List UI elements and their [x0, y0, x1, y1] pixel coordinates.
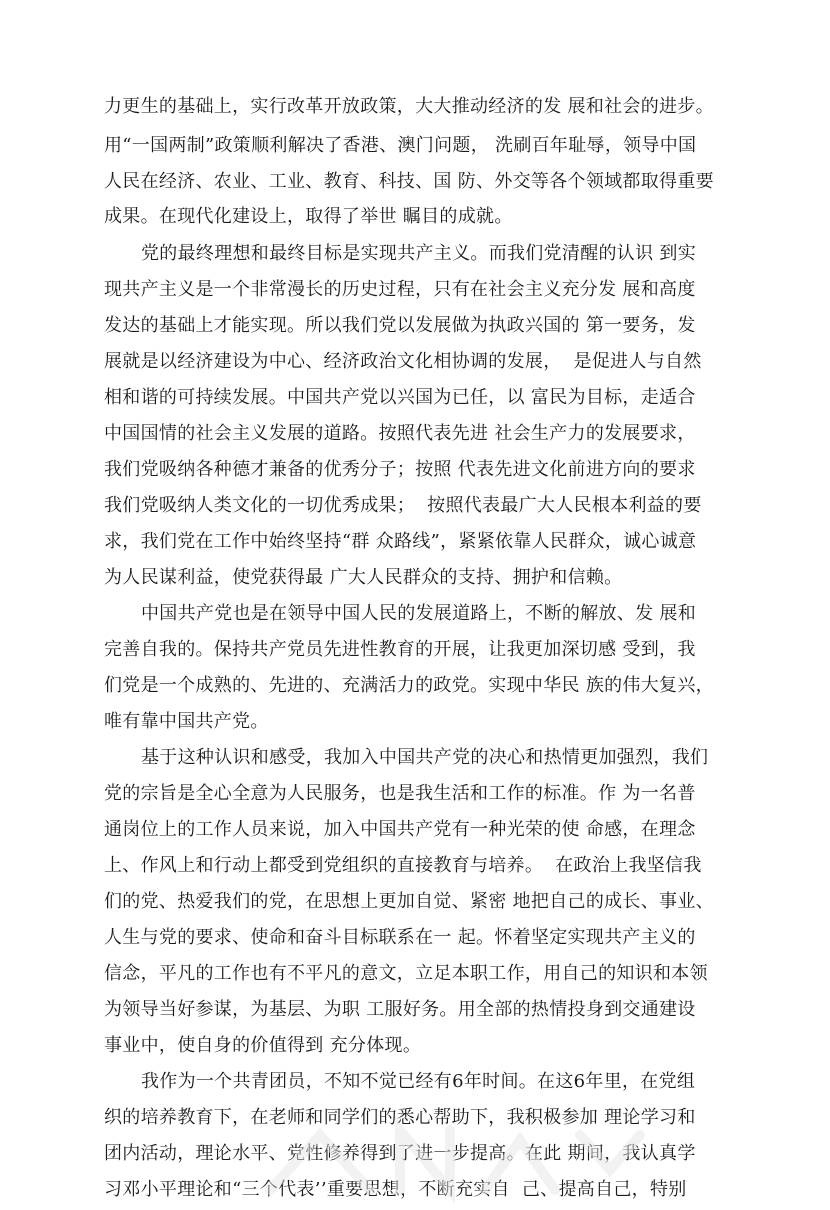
paragraph-line: 习邓小平理论和“三个代表’’重要思想，不断充实自 己、提高自己，特别	[104, 1179, 687, 1200]
paragraph-line: 团内活动，理论水平、党性修养得到了进一步提高。在此 期间，我认真学	[104, 1143, 696, 1164]
paragraph-line: 相和谐的可持续发展。中国共产党以兴国为已任，以 富民为目标，走适合	[104, 387, 696, 408]
paragraph-line: 为领导当好参谋，为基层、为职 工服好务。用全部的热情投身到交通建设	[104, 999, 696, 1020]
paragraph-line: 成果。在现代化建设上，取得了举世 瞩目的成就。	[104, 206, 513, 227]
paragraph-line: 求，我们党在工作中始终坚持“群 众路线”，紧紧依靠人民群众，诚心诚意	[104, 531, 697, 552]
paragraph-line: 唯有靠中国共产党。	[104, 711, 269, 732]
paragraph-line: 织的培养教育下，在老师和同学们的悉心帮助下，我积极参加 理论学习和	[104, 1107, 696, 1128]
paragraph-line: 人民在经济、农业、工业、教育、科技、国 防、外交等各个领域都取得重要	[104, 171, 714, 192]
paragraph-line: 发达的基础上才能实现。所以我们党以发展做为执政兴国的 第一要务，发	[104, 315, 696, 336]
paragraph-line: 我们党吸纳人类文化的一切优秀成果； 按照代表最广大人民根本利益的要	[104, 495, 702, 516]
paragraph-line: 我作为一个共青团员，不知不觉已经有6年时间。在这6年里，在党组	[141, 1071, 696, 1092]
paragraph-line: 完善自我的。保持共产党员先进性教育的开展，让我更加深切感 受到，我	[104, 639, 696, 660]
paragraph-line: 用“一国两制”政策顺利解决了香港、澳门问题， 洗刷百年耻辱，领导中国	[104, 135, 697, 156]
watermark-graphic	[250, 1040, 670, 1210]
paragraph-line: 党的宗旨是全心全意为人民服务，也是我生活和工作的标准。作 为一名普	[104, 783, 696, 804]
paragraph-line: 我们党吸纳各种德才兼备的优秀分子；按照 代表先进文化前进方向的要求	[104, 459, 696, 480]
paragraph-line: 们的党、热爱我们的党，在思想上更加自觉、紧密 地把自己的成长、事业、	[104, 891, 714, 912]
paragraph-line: 通岗位上的工作人员来说，加入中国共产党有一种光荣的使 命感，在理念	[104, 819, 696, 840]
paragraph-line: 党的最终理想和最终目标是实现共产主义。而我们党清醒的认识 到实	[141, 243, 697, 264]
paragraph-line: 展就是以经济建设为中心、经济政治文化相协调的发展， 是促进人与自然	[104, 351, 702, 372]
paragraph-line: 事业中，使自身的价值得到 充分体现。	[104, 1035, 422, 1056]
paragraph-line: 中国共产党也是在领导中国人民的发展道路上，不断的解放、发 展和	[141, 603, 697, 624]
paragraph-line: 基于这种认识和感受，我加入中国共产党的决心和热情更加强烈，我们	[141, 747, 709, 768]
paragraph-line: 信念，平凡的工作也有不平凡的意文，立足本职工作，用自己的知识和本领	[104, 963, 708, 984]
paragraph-line: 力更生的基础上，实行改革开放政策，大大推动经济的发 展和社会的进步。	[104, 96, 714, 117]
paragraph-line: 现共产主义是一个非常漫长的历史过程，只有在社会主义充分发 展和高度	[104, 279, 696, 300]
paragraph-line: 中国国情的社会主义发展的道路。按照代表先进 社会生产力的发展要求，	[104, 423, 696, 444]
paragraph-line: 为人民谋利益，使党获得最 广大人民群众的支持、拥护和信赖。	[104, 567, 623, 588]
paragraph-line: 们党是一个成熟的、先进的、充满活力的政党。实现中华民 族的伟大复兴，	[104, 675, 714, 696]
paragraph-line: 人生与党的要求、使命和奋斗目标联系在一 起。怀着坚定实现共产主义的	[104, 927, 696, 948]
paragraph-line: 上、作风上和行动上都受到党组织的直接教育与培养。 在政治上我坚信我	[104, 855, 702, 876]
